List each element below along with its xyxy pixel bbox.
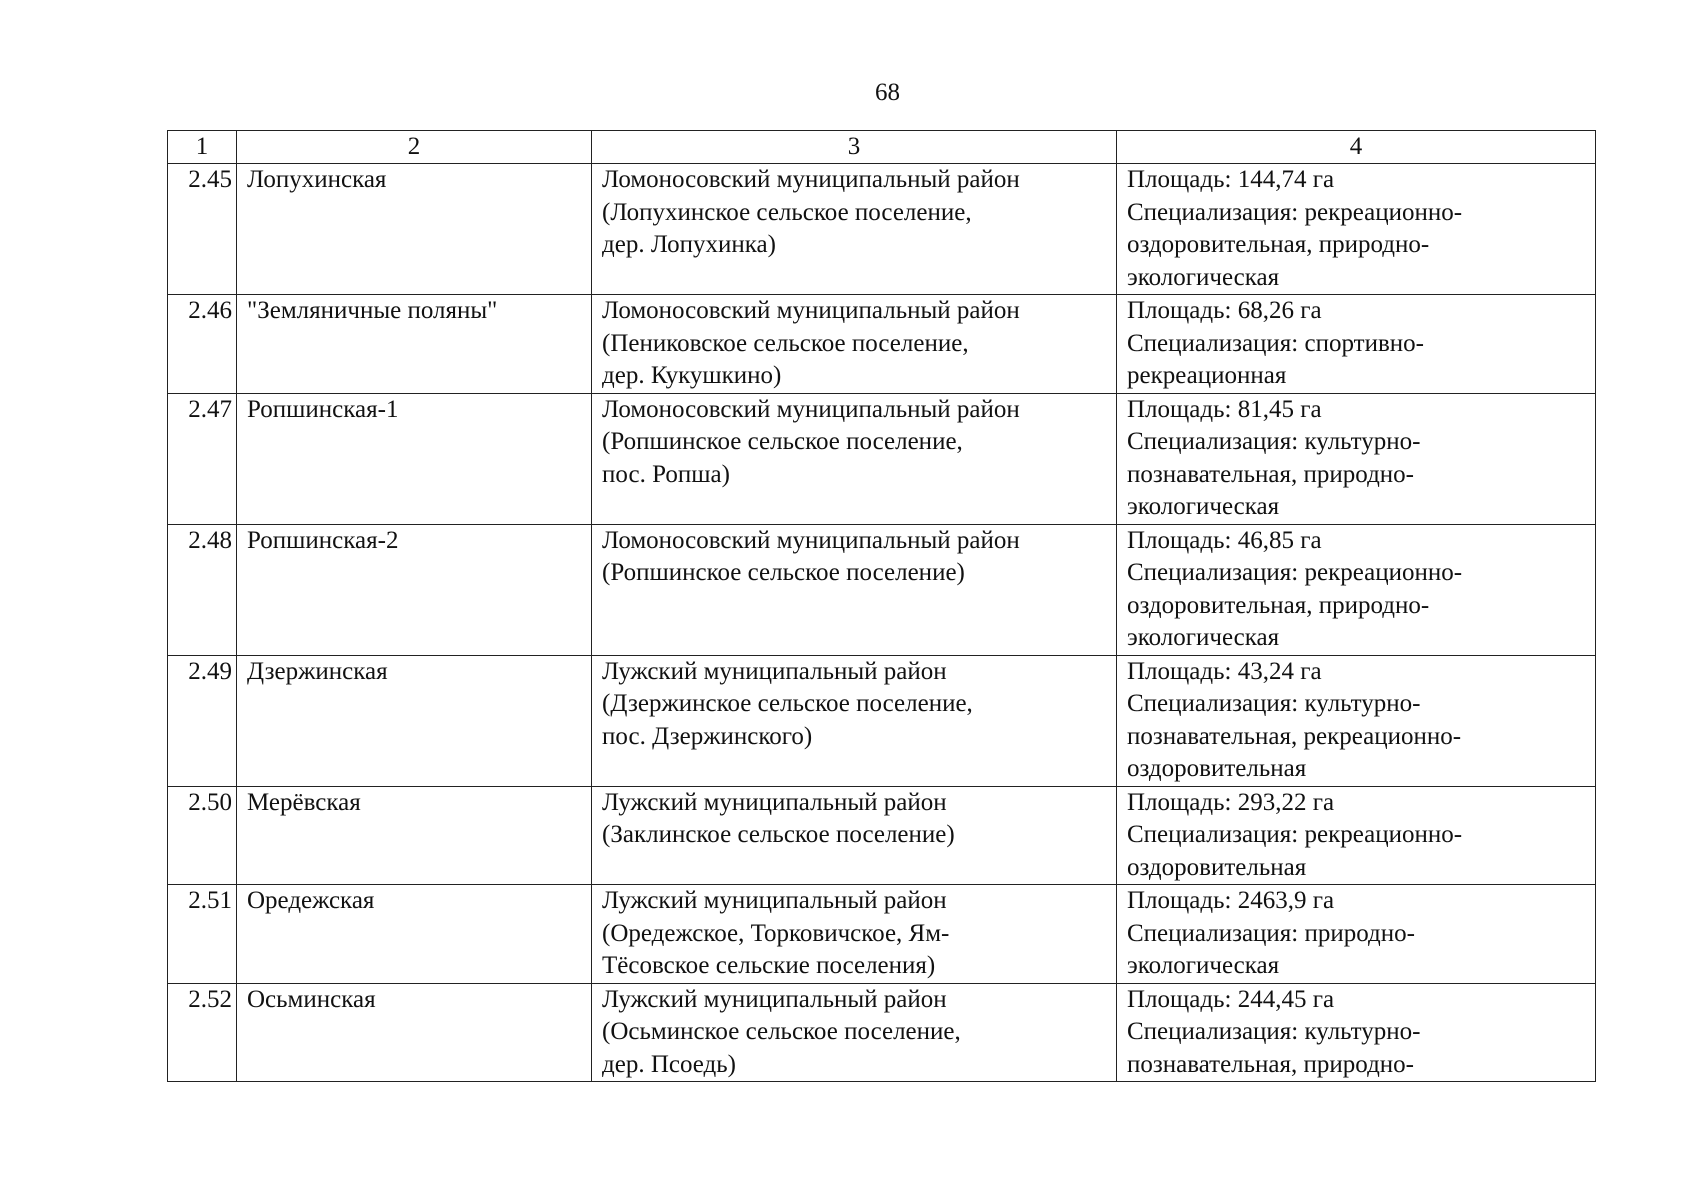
zone-name: "Земляничные поляны" — [237, 295, 592, 394]
zone-name: Оредежская — [237, 885, 592, 984]
specialization-line: Специализация: рекреационно- — [1127, 198, 1463, 226]
row-number: 2.47 — [168, 393, 237, 524]
zone-details — [1117, 295, 1596, 394]
area-line: Площадь: 144,74 га — [1127, 166, 1335, 193]
location-line: Лужский муниципальный район — [602, 788, 947, 816]
zone-name: Лопухинская — [237, 164, 592, 295]
location-line: (Заклинское сельское поселение) — [602, 821, 955, 848]
location-line: (Ропшинское сельское поселение, — [602, 428, 963, 455]
table-row — [168, 655, 1596, 786]
zone-name: Ропшинская-2 — [237, 524, 592, 655]
location-line: Лужский муниципальный район — [602, 985, 947, 1013]
specialization-line: Специализация: культурно- — [1127, 1018, 1421, 1045]
specialization-line: оздоровительная, природно- — [1127, 231, 1430, 258]
table-row — [168, 393, 1596, 524]
area-line: Площадь: 68,26 га — [1127, 297, 1322, 324]
table-row — [168, 885, 1596, 984]
specialization-line: экологическая — [1127, 952, 1280, 979]
table-row — [168, 164, 1596, 295]
specialization-line: Специализация: рекреационно- — [1127, 821, 1463, 848]
location-line: Ломоносовский муниципальный район — [602, 166, 1020, 193]
zone-location — [592, 885, 1117, 984]
zone-location — [592, 295, 1117, 394]
location-line: дер. Кукушкино) — [602, 362, 782, 389]
zone-details — [1117, 786, 1596, 885]
location-line: Ломоносовский муниципальный район — [602, 526, 1020, 554]
row-number: 2.50 — [168, 786, 237, 885]
location-line: Лужский муниципальный район — [602, 657, 947, 685]
zone-details — [1117, 983, 1596, 1082]
zone-details — [1117, 393, 1596, 524]
column-header-3: 3 — [592, 131, 1117, 164]
zone-details — [1117, 655, 1596, 786]
zone-name: Осьминская — [237, 983, 592, 1082]
column-header-2: 2 — [237, 131, 592, 164]
zone-location — [592, 655, 1117, 786]
location-line: дер. Лопухинка) — [602, 231, 776, 258]
specialization-line: познавательная, рекреационно- — [1127, 722, 1462, 750]
zone-name: Мерёвская — [237, 786, 592, 885]
specialization-line: рекреационная — [1127, 362, 1287, 389]
specialization-line: Специализация: рекреационно- — [1127, 559, 1463, 586]
specialization-line: Специализация: спортивно- — [1127, 329, 1424, 357]
specialization-line: познавательная, природно- — [1127, 1050, 1414, 1078]
specialization-line: оздоровительная — [1127, 755, 1307, 782]
table-header-row — [168, 131, 1596, 164]
row-number: 2.52 — [168, 983, 237, 1082]
specialization-line: Специализация: культурно- — [1127, 428, 1421, 455]
location-line: (Дзержинское сельское поселение, — [602, 690, 973, 717]
zone-details — [1117, 524, 1596, 655]
row-number: 2.48 — [168, 524, 237, 655]
specialization-line: оздоровительная, природно- — [1127, 591, 1430, 619]
table-row — [168, 295, 1596, 394]
location-line: (Ропшинское сельское поселение) — [602, 559, 965, 586]
area-line: Площадь: 43,24 га — [1127, 657, 1322, 685]
specialization-line: оздоровительная — [1127, 853, 1307, 881]
table-row — [168, 524, 1596, 655]
column-header-4: 4 — [1117, 131, 1596, 164]
area-line: Площадь: 293,22 га — [1127, 788, 1335, 816]
table-body — [168, 164, 1596, 1082]
table-row — [168, 786, 1596, 885]
specialization-line: экологическая — [1127, 493, 1280, 520]
row-number: 2.49 — [168, 655, 237, 786]
zone-name: Ропшинская-1 — [237, 393, 592, 524]
zone-details — [1117, 885, 1596, 984]
column-header-1: 1 — [168, 131, 237, 164]
page-number: 68 — [875, 79, 900, 106]
location-line: (Осьминское сельское поселение, — [602, 1018, 961, 1045]
location-line: Тёсовское сельские поселения) — [602, 952, 936, 979]
area-line: Площадь: 2463,9 га — [1127, 887, 1335, 914]
zone-location — [592, 983, 1117, 1082]
row-number: 2.51 — [168, 885, 237, 984]
location-line: (Пениковское сельское поселение, — [602, 329, 969, 357]
area-line: Площадь: 81,45 га — [1127, 395, 1322, 423]
zone-name: Дзержинская — [237, 655, 592, 786]
specialization-line: Специализация: культурно- — [1127, 690, 1421, 717]
zone-location — [592, 164, 1117, 295]
row-number: 2.45 — [168, 164, 237, 295]
zone-location — [592, 524, 1117, 655]
zone-location — [592, 393, 1117, 524]
location-line: (Оредежское, Торковичское, Ям- — [602, 919, 950, 947]
area-line: Площадь: 244,45 га — [1127, 985, 1335, 1013]
zone-location — [592, 786, 1117, 885]
specialization-line: экологическая — [1127, 263, 1280, 291]
location-line: пос. Дзержинского) — [602, 722, 813, 750]
row-number: 2.46 — [168, 295, 237, 394]
location-line: Ломоносовский муниципальный район — [602, 395, 1020, 423]
zones-table — [167, 130, 1596, 1082]
area-line: Площадь: 46,85 га — [1127, 526, 1322, 554]
zone-details — [1117, 164, 1596, 295]
specialization-line: Специализация: природно- — [1127, 919, 1415, 947]
specialization-line: экологическая — [1127, 624, 1280, 651]
location-line: дер. Псоедь) — [602, 1050, 736, 1078]
location-line: Ломоносовский муниципальный район — [602, 297, 1020, 324]
location-line: Лужский муниципальный район — [602, 887, 947, 914]
table-row — [168, 983, 1596, 1082]
location-line: пос. Ропша) — [602, 460, 730, 488]
location-line: (Лопухинское сельское поселение, — [602, 198, 972, 226]
specialization-line: познавательная, природно- — [1127, 460, 1414, 488]
